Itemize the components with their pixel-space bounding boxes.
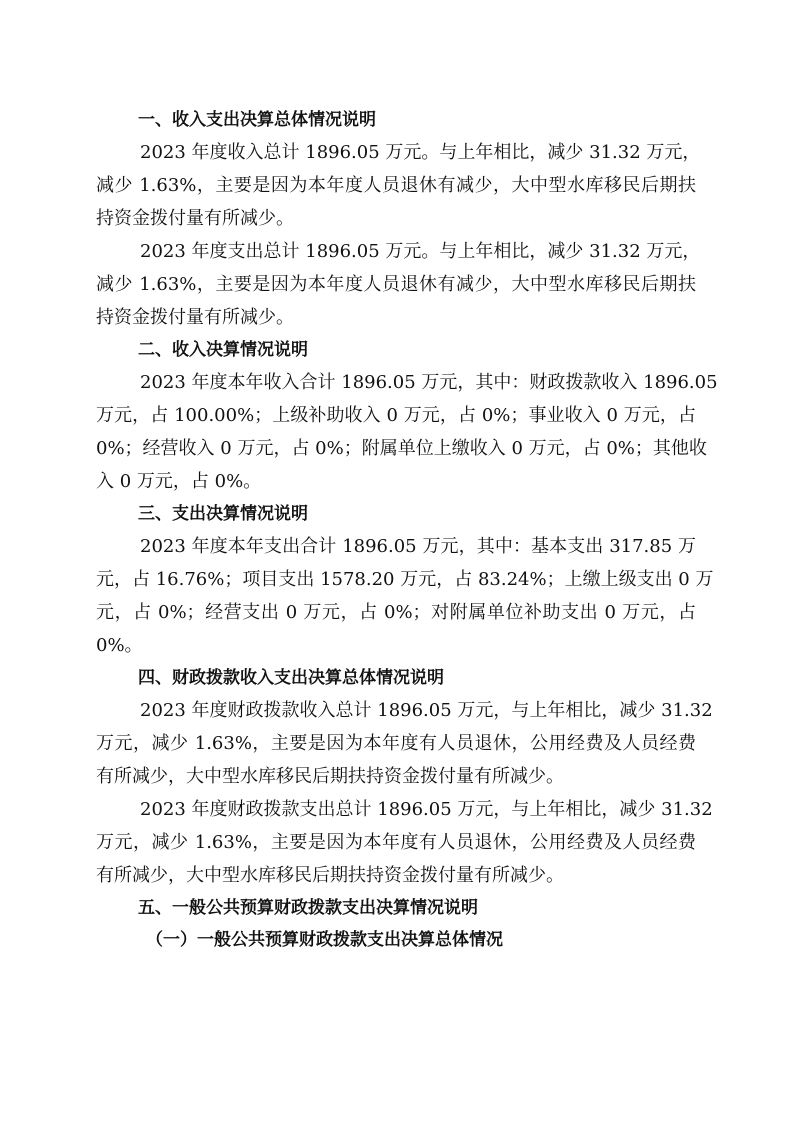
text-line: 减少 1.63%，主要是因为本年度人员退休有减少，大中型水库移民后期扶 xyxy=(96,175,696,196)
subsection-heading-1: （一）一般公共预算财政拨款支出决算总体情况 xyxy=(146,930,503,950)
text-line: 持资金拨付量有所减少。 xyxy=(96,307,294,328)
section-1-paragraph-2 xyxy=(96,235,701,334)
section-heading-2: 二、收入决算情况说明 xyxy=(138,340,308,360)
text-line: 减少 1.63%，主要是因为本年度人员退休有减少，大中型水库移民后期扶 xyxy=(96,274,696,295)
section-1-paragraph-1 xyxy=(96,136,701,235)
section-heading-1: 一、收入支出决算总体情况说明 xyxy=(138,110,376,130)
text-line: 2023 年度财政拨款支出总计 1896.05 万元，与上年相比，减少 31.32 xyxy=(140,799,713,820)
section-4-paragraph-2 xyxy=(96,793,713,892)
text-line: 持资金拨付量有所减少。 xyxy=(96,208,294,229)
text-line: 元，占 0%；经营支出 0 万元，占 0%；对附属单位补助支出 0 万元，占 xyxy=(96,602,696,623)
text-line: 入 0 万元，占 0%。 xyxy=(96,471,262,492)
section-heading-3: 三、支出决算情况说明 xyxy=(138,504,308,524)
text-line: 2023 年度本年支出合计 1896.05 万元，其中：基本支出 317.85 万 xyxy=(140,536,696,557)
section-4-paragraph-1 xyxy=(96,694,713,793)
text-line: 0%；经营收入 0 万元，占 0%；附属单位上缴收入 0 万元，占 0%；其他收 xyxy=(96,438,707,459)
text-line: 有所减少，大中型水库移民后期扶持资金拨付量有所减少。 xyxy=(96,766,564,787)
text-line: 0%。 xyxy=(96,635,143,656)
text-line: 2023 年度财政拨款收入总计 1896.05 万元，与上年相比，减少 31.32 xyxy=(140,700,713,721)
text-line: 2023 年度支出总计 1896.05 万元。与上年相比，减少 31.32 万元， xyxy=(140,241,701,262)
text-line: 2023 年度本年收入合计 1896.05 万元，其中：财政拨款收入 1896.05 xyxy=(140,372,718,393)
text-line: 万元，减少 1.63%，主要是因为本年度有人员退休，公用经费及人员经费 xyxy=(96,733,696,754)
section-heading-4: 四、财政拨款收入支出决算总体情况说明 xyxy=(138,668,444,688)
text-line: 万元，减少 1.63%，主要是因为本年度有人员退休，公用经费及人员经费 xyxy=(96,832,696,853)
text-line: 有所减少，大中型水库移民后期扶持资金拨付量有所减少。 xyxy=(96,865,564,886)
section-heading-5: 五、一般公共预算财政拨款支出决算情况说明 xyxy=(138,898,478,918)
document-body xyxy=(96,104,718,956)
section-2-paragraph-1 xyxy=(96,366,718,498)
text-line: 2023 年度收入总计 1896.05 万元。与上年相比，减少 31.32 万元， xyxy=(140,142,701,163)
text-line: 万元，占 100.00%；上级补助收入 0 万元，占 0%；事业收入 0 万元，占 xyxy=(96,405,696,426)
text-line: 元，占 16.76%；项目支出 1578.20 万元，占 83.24%；上缴上级支出 0 万 xyxy=(96,569,714,590)
section-3-paragraph-1 xyxy=(96,530,714,662)
